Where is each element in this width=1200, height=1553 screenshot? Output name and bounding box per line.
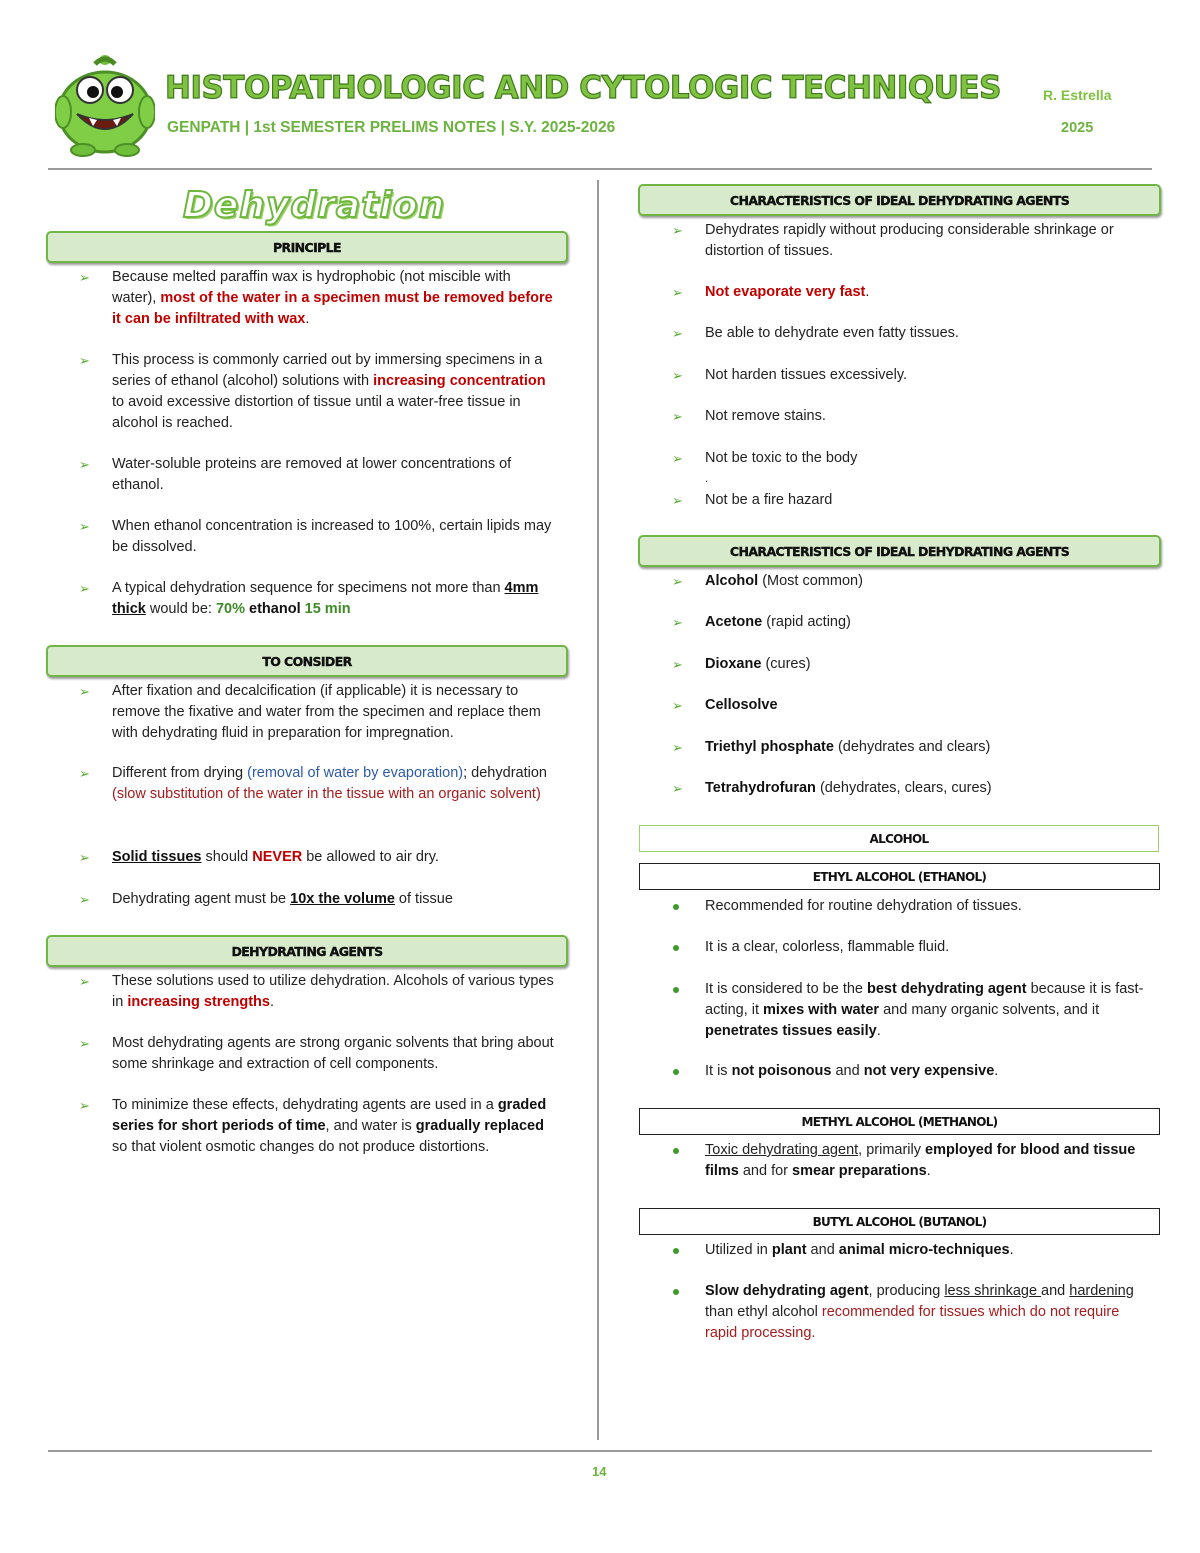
ethyl-alcohol-heading: ETHYL ALCOHOL (ETHANOL)	[639, 863, 1160, 890]
principle-bullet-4: When ethanol concentration is increased to 100%, certain lipids may be dissolved.	[112, 518, 552, 555]
consider-bullet-1: After fixation and decalcification (if applicable) it is necessary to remove the fixative and water from the specimen and replace them with dehydrating fluid in preparation for impregnation.	[112, 683, 541, 741]
example-item: Cellosolve	[705, 697, 778, 713]
agents-bullet-1: These solutions used to utilize dehydration. Alcohols of various types in increasing strengths.	[112, 973, 554, 1010]
arrow-bullet-icon: ➢	[79, 1036, 90, 1051]
arrow-bullet-icon: ➢	[672, 574, 683, 589]
butyl-bullet-1: Utilized in plant and animal micro-techniques.	[705, 1242, 1014, 1258]
ideal-item: Not be toxic to the body	[705, 450, 858, 466]
bullet-dot-icon	[673, 1148, 679, 1154]
ethyl-bullet-4: It is not poisonous and not very expensive.	[705, 1063, 999, 1079]
principle-heading: PRINCIPLE	[46, 231, 568, 263]
ideal-item: Not evaporate very fast.	[705, 284, 870, 300]
arrow-bullet-icon: ➢	[79, 766, 90, 781]
arrow-bullet-icon: ➢	[672, 493, 683, 508]
arrow-bullet-icon: ➢	[79, 270, 90, 285]
arrow-bullet-icon: ➢	[79, 850, 90, 865]
arrow-bullet-icon: ➢	[672, 409, 683, 424]
document-subtitle: GENPATH | 1st SEMESTER PRELIMS NOTES | S.Y. 2025-2026	[167, 119, 616, 136]
bullet-dot-icon	[673, 1069, 679, 1075]
consider-bullet-3: Solid tissues should NEVER be allowed to air dry.	[112, 849, 439, 865]
ideal-item: Not remove stains.	[705, 408, 826, 424]
arrow-bullet-icon: ➢	[79, 974, 90, 989]
principle-bullet-2: This process is commonly carried out by immersing specimens in a series of ethanol (alcohol) solutions with increasing concentration to avoid excessive distortion of tissue until a water-free tissue in alcohol is reached.	[112, 352, 546, 431]
example-item: Tetrahydrofuran (dehydrates, clears, cures)	[705, 780, 992, 796]
principle-bullet-1: Because melted paraffin wax is hydrophobic (not miscible with water), most of the water in a specimen must be removed before it can be infiltrated with wax.	[112, 269, 553, 327]
arrow-bullet-icon: ➢	[79, 1098, 90, 1113]
examples-heading: CHARACTERISTICS OF IDEAL DEHYDRATING AGENTS	[638, 535, 1161, 567]
section-title: Dehydration	[183, 185, 446, 226]
footer-divider	[48, 1450, 1152, 1452]
arrow-bullet-icon: ➢	[79, 684, 90, 699]
author-name: R. Estrella	[1043, 87, 1112, 103]
butyl-alcohol-heading: BUTYL ALCOHOL (BUTANOL)	[639, 1208, 1160, 1235]
to-consider-heading: TO CONSIDER	[46, 645, 568, 677]
ethyl-bullet-2: It is a clear, colorless, flammable fluid.	[705, 939, 950, 955]
arrow-bullet-icon: ➢	[672, 740, 683, 755]
example-item: Triethyl phosphate (dehydrates and clears)	[705, 739, 991, 755]
ideal-item: Not be a fire hazard	[705, 492, 833, 508]
bullet-dot-icon	[673, 987, 679, 993]
arrow-bullet-icon: ➢	[672, 698, 683, 713]
principle-bullet-3: Water-soluble proteins are removed at lower concentrations of ethanol.	[112, 456, 512, 493]
arrow-bullet-icon: ➢	[672, 781, 683, 796]
methyl-alcohol-heading: METHYL ALCOHOL (METHANOL)	[639, 1108, 1160, 1135]
arrow-bullet-icon: ➢	[79, 581, 90, 596]
bullet-dot-icon	[673, 1289, 679, 1295]
arrow-bullet-icon: ➢	[79, 457, 90, 472]
document-title: HISTOPATHOLOGIC AND CYTOLOGIC TECHNIQUES	[165, 70, 1001, 106]
arrow-bullet-icon: ➢	[79, 353, 90, 368]
ideal-item: Be able to dehydrate even fatty tissues.	[705, 325, 959, 341]
arrow-bullet-icon: ➢	[672, 326, 683, 341]
consider-bullet-4: Dehydrating agent must be 10x the volume of tissue	[112, 891, 453, 907]
example-item: Dioxane (cures)	[705, 656, 811, 672]
arrow-bullet-icon: ➢	[672, 223, 683, 238]
bullet-dot-icon	[673, 904, 679, 910]
agents-bullet-2: Most dehydrating agents are strong organic solvents that bring about some shrinkage and extraction of cell components.	[112, 1035, 554, 1072]
principle-bullet-5: A typical dehydration sequence for specimens not more than 4mm thick would be: 70% ethanol 15 min	[112, 580, 539, 617]
om-nom-mascot-logo	[55, 52, 155, 157]
methyl-bullet-1: Toxic dehydrating agent, primarily employed for blood and tissue films and for smear preparations.	[705, 1142, 1136, 1179]
bullet-dot-icon	[673, 1248, 679, 1254]
arrow-bullet-icon: ➢	[672, 615, 683, 630]
ideal-item: Not harden tissues excessively.	[705, 367, 908, 383]
arrow-bullet-icon: ➢	[79, 519, 90, 534]
column-divider	[597, 180, 599, 1440]
arrow-bullet-icon: ➢	[672, 657, 683, 672]
arrow-bullet-icon: ➢	[672, 451, 683, 466]
ethyl-bullet-1: Recommended for routine dehydration of tissues.	[705, 898, 1022, 914]
arrow-bullet-icon: ➢	[79, 892, 90, 907]
butyl-bullet-2: Slow dehydrating agent, producing less shrinkage and hardening than ethyl alcohol recommended for tissues which do not require rapid processing.	[705, 1283, 1134, 1341]
ethyl-bullet-3: It is considered to be the best dehydrating agent because it is fast-acting, it mixes with water and many organic solvents, and it penetrates tissues easily.	[705, 981, 1144, 1039]
stray-dot: .	[705, 471, 709, 485]
ideal-item: Dehydrates rapidly without producing considerable shrinkage or distortion of tissues.	[705, 222, 1114, 259]
bullet-dot-icon	[673, 945, 679, 951]
arrow-bullet-icon: ➢	[672, 368, 683, 383]
dehydrating-agents-heading: DEHYDRATING AGENTS	[46, 935, 568, 967]
header-divider	[48, 168, 1152, 170]
ideal-agents-heading: CHARACTERISTICS OF IDEAL DEHYDRATING AGENTS	[638, 184, 1161, 216]
example-item: Alcohol (Most common)	[705, 573, 863, 589]
consider-bullet-2: Different from drying (removal of water by evaporation); dehydration (slow substitution of the water in the tissue with an organic solvent)	[112, 765, 547, 802]
alcohol-heading: ALCOHOL	[639, 825, 1159, 852]
arrow-bullet-icon: ➢	[672, 285, 683, 300]
agents-bullet-3: To minimize these effects, dehydrating agents are used in a graded series for short periods of time, and water is gradually replaced so that violent osmotic changes do not produce distortions.	[112, 1097, 547, 1155]
header-year: 2025	[1061, 120, 1094, 136]
page-number: 14	[592, 1464, 607, 1479]
example-item: Acetone (rapid acting)	[705, 614, 851, 630]
